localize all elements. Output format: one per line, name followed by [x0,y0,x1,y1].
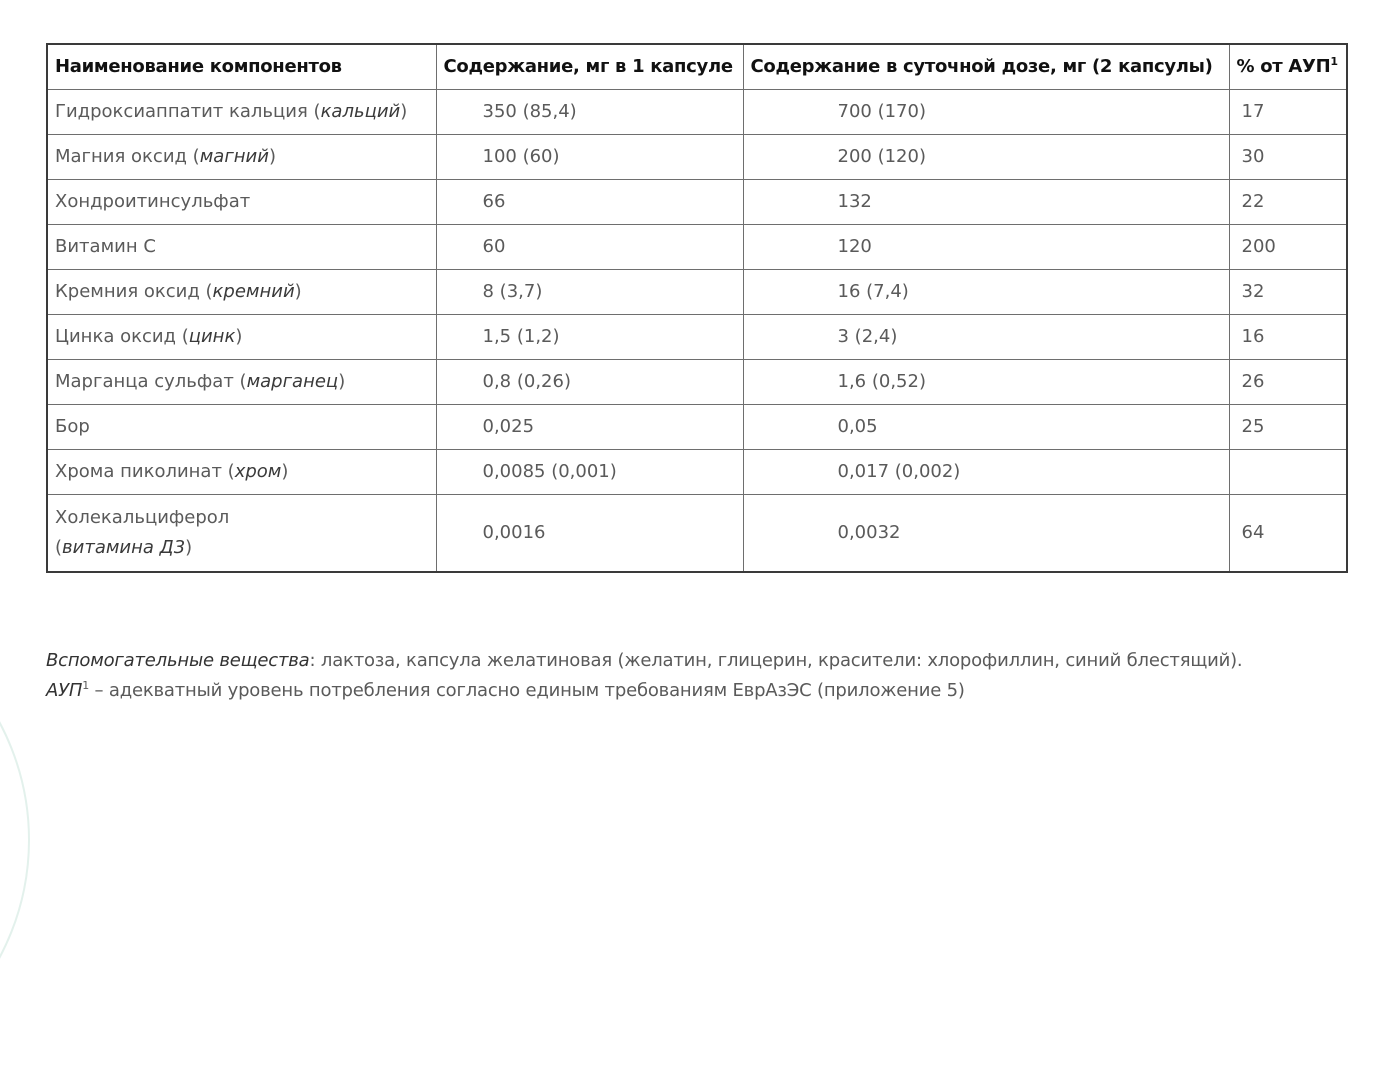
daily-dose-value: 200 (120) [743,134,1229,179]
per-capsule-value: 60 [436,224,743,269]
table-row [47,449,1347,494]
aup-definition-text: – адекватный уровень потребления согласно единым требованиям ЕврАзЭС (приложение 5) [89,680,965,701]
component-name-cell [47,89,436,134]
excipients-note [46,646,1242,676]
component-name-cell [47,224,436,269]
component-active-element: цинк [188,325,236,347]
component-active-element: кремний [212,280,295,302]
table-row [47,224,1347,269]
table-row [47,269,1347,314]
component-name: Кремния оксид ( [55,280,213,302]
header-component-name: Наименование компонентов [47,44,436,89]
percent-aup-value: 30 [1229,134,1347,179]
component-active-element: магний [199,145,269,167]
daily-dose-value: 0,0032 [743,494,1229,572]
header-percent-aup [1229,44,1347,89]
table-row [47,494,1347,572]
percent-aup-value: 64 [1229,494,1347,572]
table-row [47,404,1347,449]
component-name-cell [47,314,436,359]
aup-note [46,676,1242,706]
component-name: Витамин С [55,235,156,257]
table-row [47,134,1347,179]
component-name-cell [47,359,436,404]
percent-aup-value: 32 [1229,269,1347,314]
aup-label: АУП [46,680,83,701]
component-name-suffix: ) [185,536,193,558]
per-capsule-value: 8 (3,7) [436,269,743,314]
component-name: Холекальциферол [55,506,230,528]
table-row [47,314,1347,359]
component-active-element: кальций [320,100,401,122]
table-row [47,89,1347,134]
component-active-element: марганец [246,370,339,392]
per-capsule-value: 0,025 [436,404,743,449]
component-active-element: витамина Д3 [62,536,186,558]
header-per-capsule: Содержание, мг в 1 капсуле [436,44,743,89]
component-name: Бор [55,415,90,437]
component-name: Марганца сульфат ( [55,370,247,392]
table-row [47,179,1347,224]
per-capsule-value: 0,0085 (0,001) [436,449,743,494]
component-name: Магния оксид ( [55,145,200,167]
component-name-suffix: ) [400,100,408,122]
decorative-arc [0,590,30,1090]
component-name-cell [47,179,436,224]
percent-aup-value: 16 [1229,314,1347,359]
component-name-paren: ( [55,536,63,558]
header-daily-dose: Содержание в суточной дозе, мг (2 капсулы) [743,44,1229,89]
percent-aup-value: 26 [1229,359,1347,404]
per-capsule-value: 1,5 (1,2) [436,314,743,359]
excipients-label: Вспомогательные вещества [46,650,310,671]
component-name-suffix: ) [294,280,302,302]
component-name: Хрома пиколинат ( [55,460,235,482]
daily-dose-value: 16 (7,4) [743,269,1229,314]
composition-table [46,43,1348,573]
daily-dose-value: 1,6 (0,52) [743,359,1229,404]
component-name-suffix: ) [338,370,346,392]
component-name-cell [47,269,436,314]
header-percent-aup-label: % от АУП [1236,56,1331,78]
table-header-row [47,44,1347,89]
excipients-text: : лактоза, капсула желатиновая (желатин, глицерин, красители: хлорофиллин, синий блестящий). [309,650,1243,671]
daily-dose-value: 0,05 [743,404,1229,449]
component-name-suffix: ) [281,460,289,482]
component-active-element: хром [234,460,282,482]
daily-dose-value: 700 (170) [743,89,1229,134]
component-name: Цинка оксид ( [55,325,189,347]
component-name: Хондроитинсульфат [55,190,251,212]
component-name-suffix: ) [268,145,276,167]
component-name-cell [47,494,436,572]
aup-footnote-marker: 1 [82,679,90,692]
percent-aup-value: 22 [1229,179,1347,224]
per-capsule-value: 66 [436,179,743,224]
per-capsule-value: 0,8 (0,26) [436,359,743,404]
daily-dose-value: 120 [743,224,1229,269]
per-capsule-value: 350 (85,4) [436,89,743,134]
percent-aup-value: 17 [1229,89,1347,134]
percent-aup-value: 25 [1229,404,1347,449]
daily-dose-value: 132 [743,179,1229,224]
component-name-suffix: ) [235,325,243,347]
per-capsule-value: 0,0016 [436,494,743,572]
daily-dose-value: 3 (2,4) [743,314,1229,359]
header-footnote-marker: 1 [1330,55,1338,69]
table-row [47,359,1347,404]
percent-aup-value: 200 [1229,224,1347,269]
component-name-cell [47,404,436,449]
footnotes [46,646,1242,706]
per-capsule-value: 100 (60) [436,134,743,179]
component-name: Гидроксиаппатит кальция ( [55,100,321,122]
daily-dose-value: 0,017 (0,002) [743,449,1229,494]
component-name-cell [47,449,436,494]
percent-aup-value [1229,449,1347,494]
component-name-cell [47,134,436,179]
